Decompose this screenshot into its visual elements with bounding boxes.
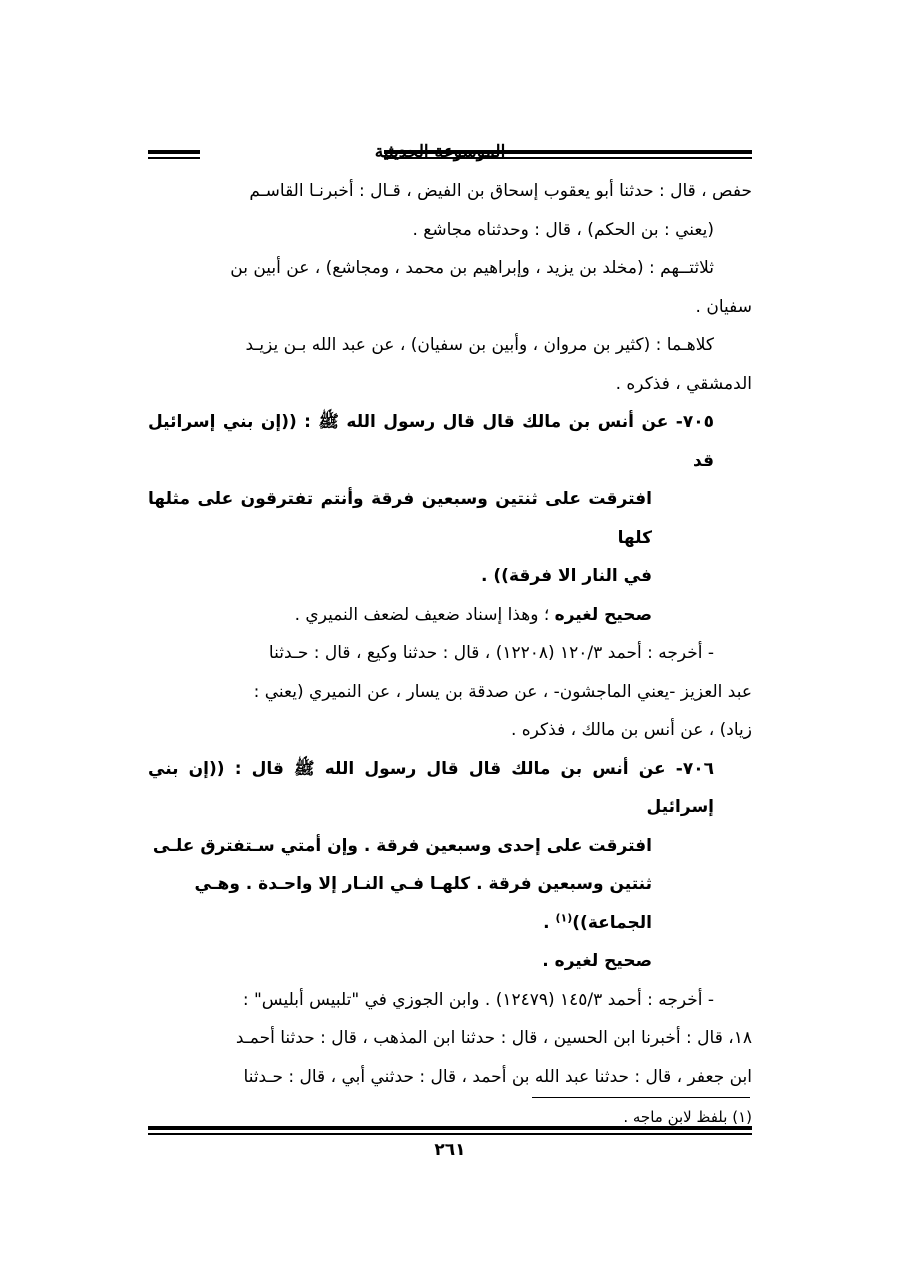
text-line: زياد) ، عن أنس بن مالك ، فذكره .	[510, 720, 752, 740]
text-line: سفيان .	[695, 296, 752, 317]
text-line: حفص ، قال : حدثنا أبو يعقوب إسحاق بن الفيض ، قـال : أخبرنـا القاسـم	[249, 181, 752, 201]
text-line: كلاهـما : (كثير بن مروان ، وأبين بن سفيان) ، عن عبد الله بـن يزيـد	[245, 335, 714, 355]
header-title: الموسوعة الحديثية	[374, 142, 506, 162]
grade-rest: ؛ وهذا إسناد ضعيف لضعف النميري .	[294, 604, 555, 625]
grade-label: صحيح لغيره	[554, 604, 652, 625]
running-header	[148, 142, 752, 168]
hadith-706-line: ٧٠٦- عن أنس بن مالك قال قال رسول الله ﷺ قال : ((إن بني إسرائيل	[148, 758, 714, 817]
text-line: - أخرجه : أحمد ١٤٥/٣ (١٢٤٧٩) . وابن الجوزي في "تلبيس أبليس" :	[242, 989, 714, 1010]
footer-rule	[148, 1133, 752, 1135]
page-number: ٢٦١	[434, 1140, 466, 1160]
hadith-706-line: افترقت على إحدى وسبعين فرقة . وإن أمتي سـتفترق علـى	[152, 835, 652, 856]
header-rule-short	[148, 146, 200, 159]
text-line: عبد العزيز -يعني الماجشون- ، عن صدقة بن يسار ، عن النميري (يعني :	[253, 681, 752, 702]
text-line: - أخرجه : أحمد ١٢٠/٣ (١٢٢٠٨) ، قال : حدثنا وكيع ، قال : حـدثنا	[268, 643, 714, 663]
footer-rule	[148, 1126, 752, 1130]
footnote: (١) بلفظ لابن ماجه .	[623, 1108, 752, 1126]
text-line: الدمشقي ، فذكره .	[615, 373, 752, 394]
grade-line-705	[148, 596, 752, 635]
hadith-706-line: ثنتين وسبعين فرقة . كلهـا فـي النـار إلا واحـدة . وهـي	[194, 874, 652, 894]
footnote-separator	[532, 1097, 750, 1098]
hadith-706-line	[148, 904, 752, 943]
grade-line-706: صحيح لغيره .	[542, 951, 652, 971]
text-line: (يعني : بن الحكم) ، قال : وحدثناه مجاشع .	[412, 219, 714, 240]
hadith-705-line: افترقت على ثنتين وسبعين فرقة وأنتم تفترقون على مثلها كلها	[148, 489, 652, 548]
hadith-706-ending: الجماعة))	[572, 912, 652, 933]
hadith-705-line: في النار الا فرقة)) .	[481, 566, 652, 586]
page-body	[148, 172, 752, 1096]
text-line: ثلاثتــهم : (مخلد بن يزيد ، وإبراهيم بن محمد ، ومجاشع) ، عن أبين بن	[230, 258, 714, 278]
hadith-705-line: ٧٠٥- عن أنس بن مالك قال قال رسول الله ﷺ : ((إن بني إسرائيل قد	[148, 412, 714, 471]
text-line: ابن جعفر ، قال : حدثنا عبد الله بن أحمد ، قال : حدثني أبي ، قال : حـدثنا	[243, 1066, 752, 1087]
text-line: ١٨، قال : أخبرنا ابن الحسين ، قال : حدثنا ابن المذهب ، قال : حدثنا أحمـد	[235, 1028, 752, 1048]
line-end-period: .	[543, 912, 556, 933]
footnote-marker[interactable]: (١)	[555, 910, 573, 924]
